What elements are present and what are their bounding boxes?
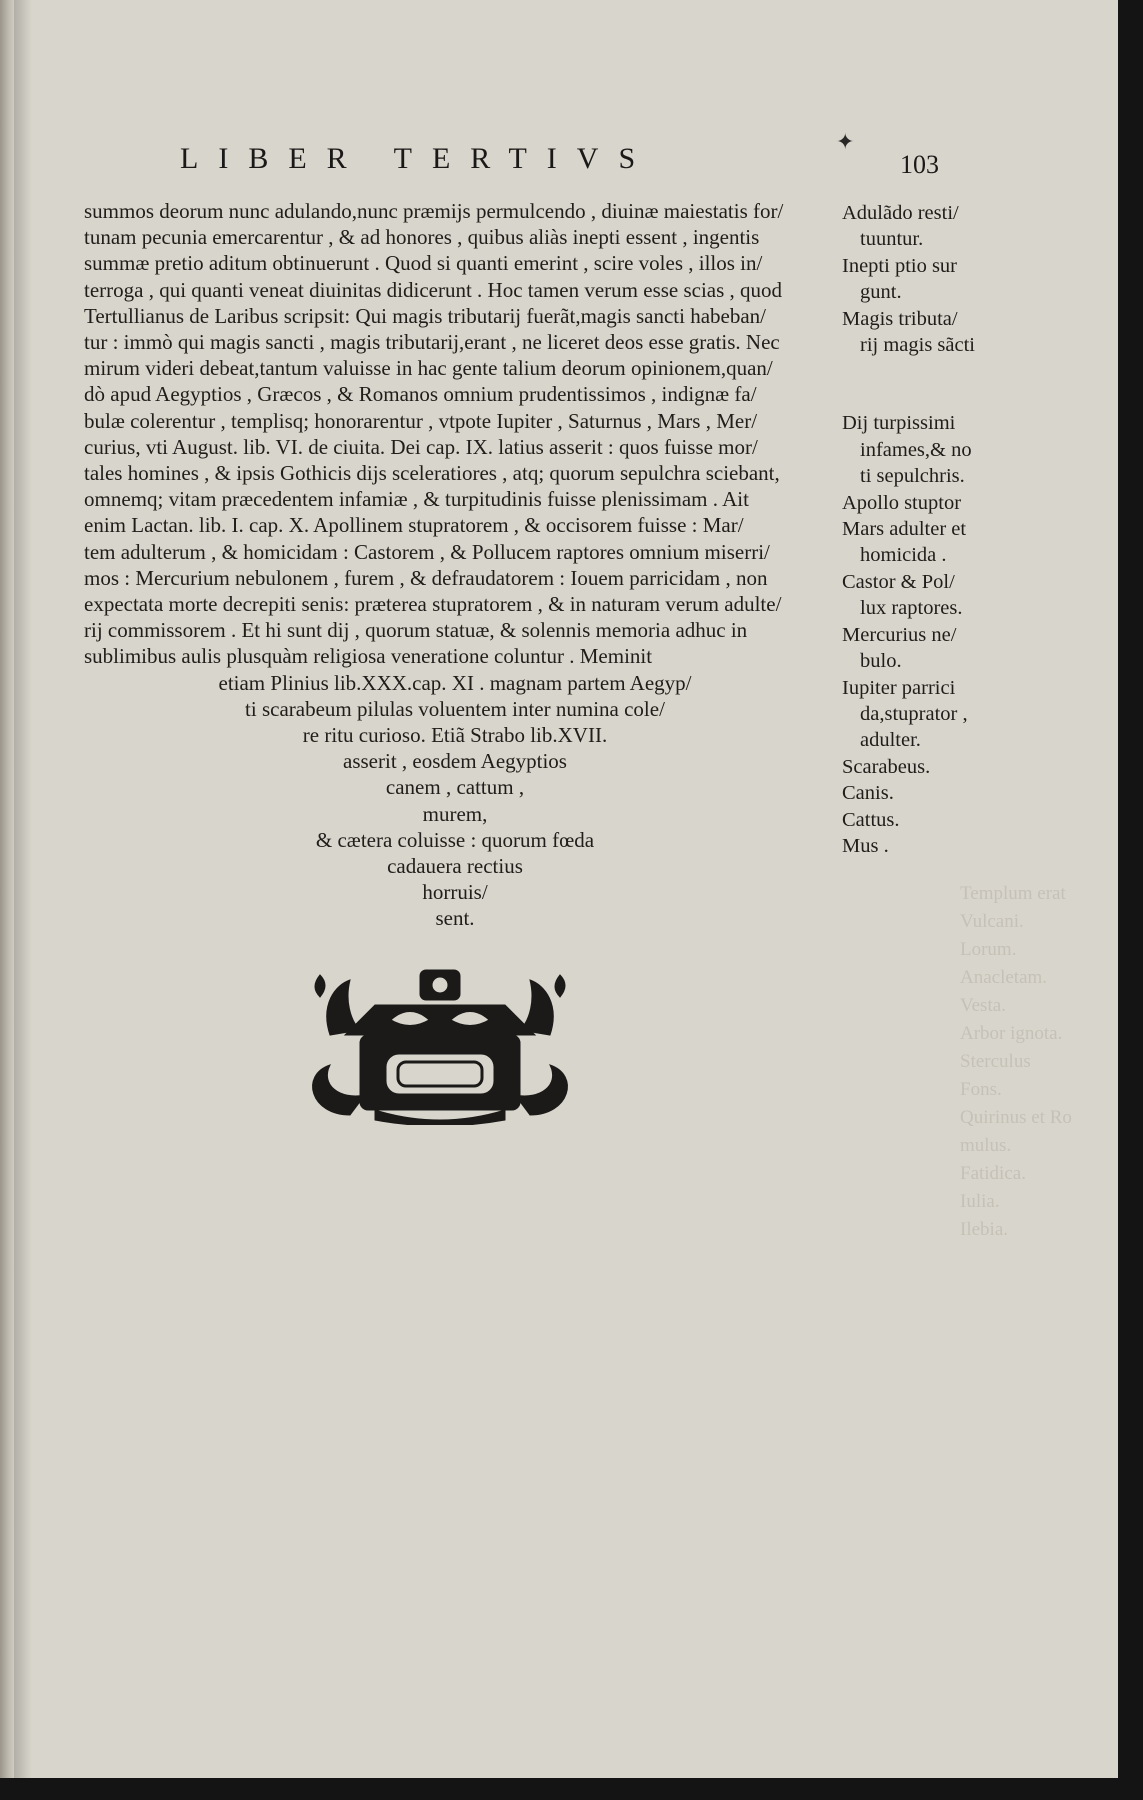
text-line: terroga , qui quanti veneat diuinitas didicerunt . Hoc tamen verum esse scias , quod bbox=[84, 277, 783, 302]
bleed-line: Vesta. bbox=[960, 995, 1006, 1016]
text-line: tem adulterum , & homicidam : Castorem , & Pollucem raptores omnium miserri/ bbox=[84, 539, 770, 564]
bleed-line: Iulia. bbox=[960, 1191, 1000, 1212]
text-line: sent. bbox=[435, 906, 475, 931]
margin-note-line: adulter. bbox=[860, 729, 921, 752]
margin-note-line: rij magis sãcti bbox=[860, 334, 976, 357]
text-line: cadauera rectius bbox=[387, 854, 523, 879]
bleed-line: Lorum. bbox=[960, 939, 1017, 960]
margin-note-line: da,stuprator , bbox=[860, 702, 968, 725]
bleed-line: Vulcani. bbox=[960, 911, 1024, 932]
bleed-line: Fons. bbox=[960, 1079, 1002, 1100]
text-line: etiam Plinius lib.XXX.cap. XI . magnam partem Aegyp/ bbox=[218, 670, 692, 695]
bleed-line: Sterculus bbox=[960, 1051, 1031, 1072]
text-line: mos : Mercurium nebulonem , furem , & defraudatorem : Iouem parricidam , non bbox=[84, 565, 768, 590]
text-line: rij commissorem . Et hi sunt dij , quorum statuæ, & solennis memoria adhuc in bbox=[84, 618, 748, 643]
margin-note-line: ti sepulchris. bbox=[860, 465, 965, 488]
bleed-line: Anacletam. bbox=[960, 967, 1048, 988]
bleed-line: Fatidica. bbox=[960, 1163, 1026, 1184]
text-line: tur : immò qui magis sancti , magis tributarij,erant , ne liceret deos esse gratis. Nec bbox=[84, 330, 780, 355]
margin-note-line: Mercurius ne/ bbox=[842, 623, 957, 646]
margin-note bbox=[842, 754, 1012, 780]
bleed-line: Ilebia. bbox=[960, 1219, 1009, 1240]
margin-gap bbox=[842, 358, 1012, 410]
text-line: dò apud Aegyptios , Græcos , & Romanos omnium prudentissimos , indignæ fa/ bbox=[84, 382, 757, 407]
margin-note-line: gunt. bbox=[860, 281, 902, 304]
text-line: sublimibus aulis plusquàm religiosa veneratione coluntur . Meminit bbox=[84, 644, 653, 669]
tailpiece-ornament bbox=[290, 965, 590, 1125]
margin-note-line: Mus . bbox=[842, 834, 889, 857]
bleed-line: mulus. bbox=[960, 1135, 1012, 1156]
text-line: omnemq; vitam præcedentem infamiæ , & turpitudinis fuisse plenissimam . Ait bbox=[84, 487, 749, 512]
text-line: summos deorum nunc adulando,nunc præmijs permulcendo , diuinæ maiestatis for/ bbox=[84, 199, 784, 223]
bleed-through-text bbox=[960, 880, 1110, 1400]
text-line: & cætera coluisse : quorum fœda bbox=[315, 827, 595, 852]
justified-lines bbox=[84, 198, 826, 670]
text-line: Tertullianus de Laribus scripsit: Qui magis tributarij fuerãt,magis sancti habeban/ bbox=[84, 303, 767, 328]
bleed-line: Templum erat bbox=[960, 883, 1066, 904]
text-line: summæ pretio aditum obtinuerunt . Quod si quanti emerint , scire voles , illos in/ bbox=[84, 251, 763, 276]
margin-note-line: Castor & Pol/ bbox=[842, 570, 955, 593]
margin-note-line: Magis tributa/ bbox=[842, 307, 958, 330]
margin-note bbox=[842, 780, 1012, 806]
running-title: LIBER TERTIVS bbox=[180, 142, 656, 175]
text-line: tunam pecunia emercarentur , & ad honores , quibus aliàs inepti essent , ingentis bbox=[84, 225, 760, 250]
margin-note-line: Scarabeus. bbox=[842, 755, 931, 778]
text-line: ti scarabeum pilulas voluentem inter numina cole/ bbox=[245, 696, 665, 721]
margin-note bbox=[842, 675, 1012, 754]
bleed-line: Quirinus et Ro bbox=[960, 1107, 1072, 1128]
margin-note-line: Inepti ptio sur bbox=[842, 254, 958, 277]
text-line: expectata morte decrepiti senis: præterea stupratorem , & in naturam verum adulte/ bbox=[84, 592, 782, 617]
margin-note-line: Adulãdo resti/ bbox=[842, 202, 959, 224]
marginal-notes bbox=[842, 200, 1012, 859]
margin-note-line: Iupiter parrici bbox=[842, 676, 956, 699]
previous-page-edge bbox=[0, 0, 14, 1778]
margin-note-line: Cattus. bbox=[842, 808, 900, 831]
margin-note bbox=[842, 807, 1012, 833]
text-line: tales homines , & ipsis Gothicis dijs sceleratiores , atq; quorum sepulchra sciebant, bbox=[84, 461, 780, 486]
text-line: re ritu curioso. Etiã Strabo lib.XVII. bbox=[302, 723, 608, 748]
text-line: canem , cattum , bbox=[385, 775, 525, 800]
text-line: murem, bbox=[422, 801, 488, 826]
margin-note-line: Apollo stuptor bbox=[842, 491, 962, 514]
catchword-mark: ✦ bbox=[836, 130, 855, 155]
main-text-block bbox=[84, 198, 826, 932]
margin-note-line: homicida . bbox=[860, 544, 947, 567]
text-line: curius, vti August. lib. VI. de ciuita. Dei cap. IX. latius asserit : quos fuisse mor/ bbox=[84, 434, 758, 459]
margin-note-line: lux raptores. bbox=[860, 597, 963, 620]
margin-note bbox=[842, 306, 1012, 359]
margin-note bbox=[842, 410, 1012, 489]
margin-note-line: Dij turpissimi bbox=[842, 412, 956, 435]
text-line: asserit , eosdem Aegyptios bbox=[343, 749, 567, 774]
margin-note bbox=[842, 253, 1012, 306]
bleed-line: Arbor ignota. bbox=[960, 1023, 1063, 1044]
text-line: enim Lactan. lib. I. cap. X. Apollinem stupratorem , & occisorem fuisse : Mar/ bbox=[84, 513, 744, 538]
gutter-shadow bbox=[14, 0, 32, 1778]
text-line: horruis/ bbox=[422, 880, 488, 905]
margin-note-line: Canis. bbox=[842, 782, 894, 805]
tapered-lines bbox=[84, 670, 826, 932]
margin-note bbox=[842, 622, 1012, 675]
margin-note bbox=[842, 516, 1012, 569]
margin-note-line: bulo. bbox=[860, 650, 902, 673]
margin-note bbox=[842, 833, 1012, 859]
text-line: mirum videri debeat,tantum valuisse in hac gente talium deorum opinionem,quan/ bbox=[84, 356, 773, 381]
margin-note bbox=[842, 200, 1012, 253]
margin-note bbox=[842, 569, 1012, 622]
margin-note-line: tuuntur. bbox=[860, 228, 924, 251]
page-number: 103 bbox=[900, 150, 939, 179]
margin-note-line: Mars adulter et bbox=[842, 518, 967, 541]
margin-note-line: infames,& no bbox=[860, 438, 972, 461]
text-line: bulæ colerentur , templisq; honorarentur , vtpote Iupiter , Saturnus , Mars , Mer/ bbox=[84, 408, 758, 433]
margin-note bbox=[842, 490, 1012, 516]
